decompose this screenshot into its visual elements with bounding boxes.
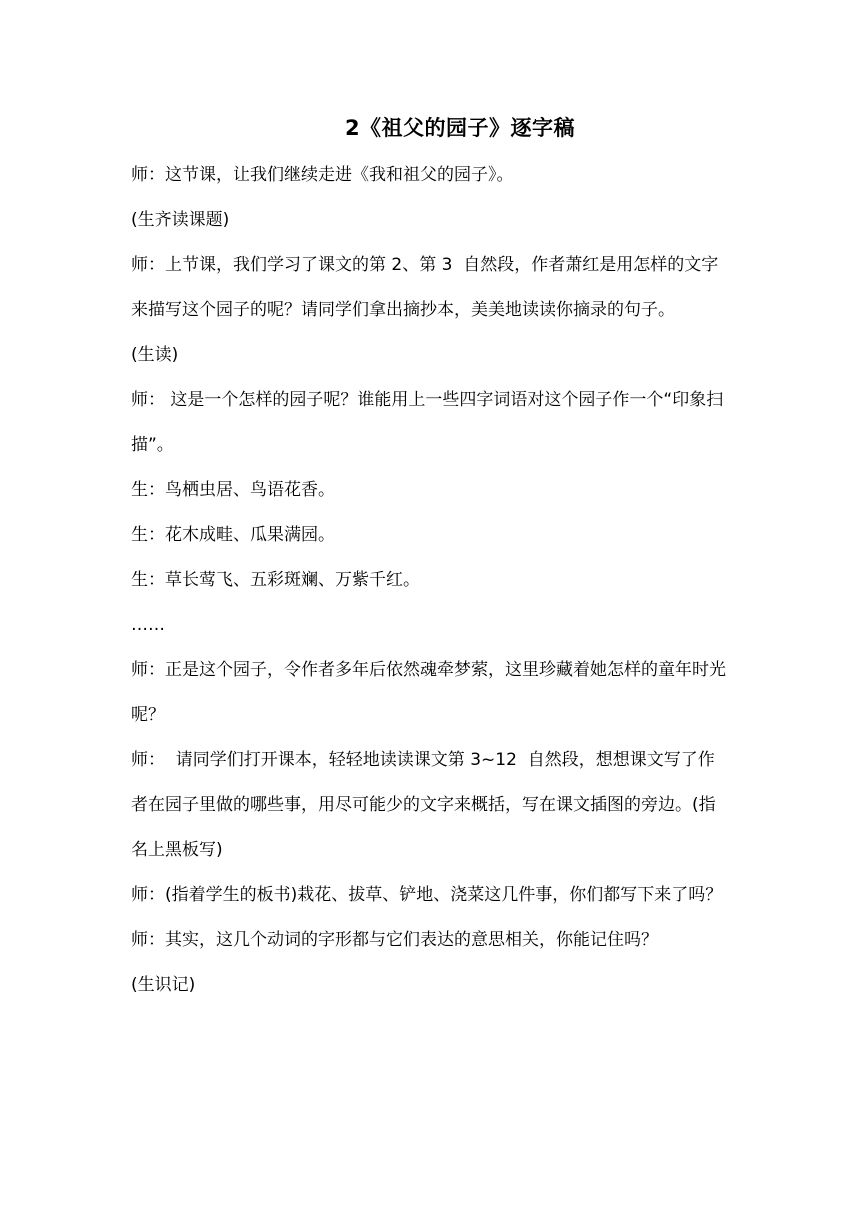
paragraph-12: 师：(指着学生的板书)栽花、拔草、铲地、浇菜这几件事，你们都写下来了吗？ [131, 885, 723, 905]
document-title: 2《祖父的园子》逐字稿 [344, 116, 576, 140]
paragraph-7: 生：花木成畦、瓜果满园。 [131, 525, 335, 545]
document-body [131, 153, 731, 1008]
paragraph-3: 师：上节课，我们学习了课文的第 2、第 3 自然段，作者萧红是用怎样的文字来描写这个园子的呢？请同学们拿出摘抄本，美美地读读你摘录的句子。 [131, 255, 719, 320]
paragraph-11: 师： 请同学们打开课本，轻轻地读读课文第 3~12 自然段，想想课文写了作者在园子里做的哪些事，用尽可能少的文字来概括，写在课文插图的旁边。(指名上黑板写) [131, 750, 716, 860]
paragraph-13: 师：其实，这几个动词的字形都与它们表达的意思相关，你能记住吗？ [131, 930, 658, 950]
paragraph-4: (生读) [131, 345, 179, 365]
paragraph-10: 师：正是这个园子，令作者多年后依然魂牵梦萦，这里珍藏着她怎样的童年时光呢？ [131, 660, 726, 725]
paragraph-6: 生：鸟栖虫居、鸟语花香。 [131, 480, 335, 500]
paragraph-2: (生齐读课题) [131, 210, 230, 230]
paragraph-5: 师： 这是一个怎样的园子呢？谁能用上一些四字词语对这个园子作一个“印象扫描”。 [131, 390, 724, 455]
paragraph-9: …… [131, 615, 165, 635]
paragraph-14: (生识记) [131, 975, 196, 995]
paragraph-1: 师：这节课，让我们继续走进《我和祖父的园子》。 [131, 165, 514, 185]
paragraph-8: 生：草长莺飞、五彩斑斓、万紫千红。 [131, 570, 420, 590]
